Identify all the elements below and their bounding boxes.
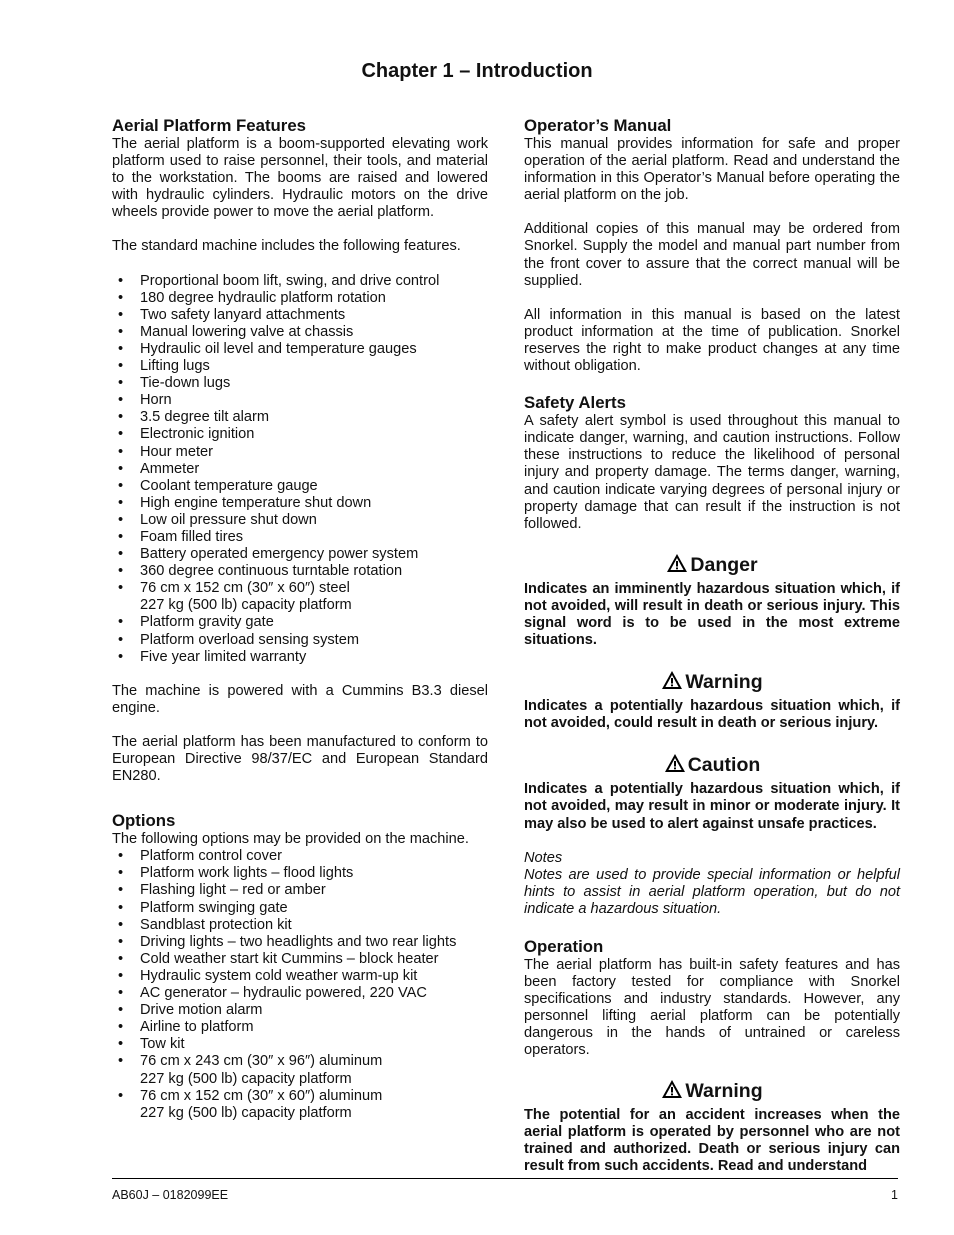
- manual-paragraph: All information in this manual is based on the latest product information at the time of publication. Snorkel reserves the right to make product changes at any time without obligation.: [524, 306, 900, 375]
- warning-triangle-icon: [661, 1079, 683, 1105]
- list-item: • Manual lowering valve at chassis: [112, 324, 488, 341]
- safety-paragraph: A safety alert symbol is used throughout this manual to indicate danger, warning, and caution instructions. Follow these instructions to reduce the likelihood of personal injury and property damage. The terms danger, warning, and caution indicate varying degrees of personal injury or property damage that can result if the instruction is not followed.: [524, 413, 900, 532]
- list-item: • Hour meter: [112, 444, 488, 461]
- features-standard: The standard machine includes the following features.: [112, 238, 461, 255]
- list-item: • Electronic ignition: [112, 426, 488, 443]
- list-item: • Sandblast protection kit: [112, 917, 488, 934]
- warning-triangle-icon: [664, 753, 686, 779]
- warning-heading: [524, 1079, 900, 1105]
- options-heading: Options: [112, 811, 176, 831]
- list-item: [112, 1053, 488, 1087]
- page-number: 1: [891, 1188, 898, 1202]
- list-item: • Tie-down lugs: [112, 375, 488, 392]
- options-intro: The following options may be provided on the machine.: [112, 831, 469, 848]
- features-list: [112, 273, 488, 666]
- list-item: [112, 580, 488, 614]
- list-item: • Tow kit: [112, 1036, 488, 1053]
- list-item: • Platform control cover: [112, 848, 488, 865]
- list-item: • Hydraulic system cold weather warm-up kit: [112, 968, 488, 985]
- warning-triangle-icon: [666, 553, 688, 579]
- list-item-line1: 76 cm x 152 cm (30″ x 60″) aluminum: [140, 1087, 383, 1104]
- list-item: • Lifting lugs: [112, 358, 488, 375]
- danger-text: Indicates an imminently hazardous situation which, if not avoided, will result in death or serious injury. This signal word is to be used in the most extreme situations.: [524, 580, 900, 649]
- list-item: • Foam filled tires: [112, 529, 488, 546]
- list-item: [112, 1088, 488, 1122]
- notes-label: Notes: [524, 849, 563, 866]
- features-conform: The aerial platform has been manufactured to conform to European Directive 98/37/EC and European Standard EN280.: [112, 733, 488, 785]
- list-item-line2: 227 kg (500 lb) capacity platform: [140, 597, 352, 614]
- warning-heading: [524, 670, 900, 696]
- caution-text: Indicates a potentially hazardous situation which, if not avoided, may result in minor or moderate injury. It may also be used to alert against unsafe practices.: [524, 781, 900, 832]
- list-item: • Proportional boom lift, swing, and drive control: [112, 273, 488, 290]
- chapter-title: Chapter 1 – Introduction: [361, 60, 593, 82]
- manual-heading: Operator’s Manual: [524, 116, 672, 135]
- list-item: • Platform work lights – flood lights: [112, 865, 488, 882]
- right-column: [524, 116, 900, 1175]
- list-item-line2: 227 kg (500 lb) capacity platform: [140, 1070, 352, 1087]
- list-item: • Platform overload sensing system: [112, 632, 488, 649]
- list-item: • Coolant temperature gauge: [112, 478, 488, 495]
- warning-text: Indicates a potentially hazardous situation which, if not avoided, could result in death or serious injury.: [524, 698, 900, 732]
- list-item: • Ammeter: [112, 461, 488, 478]
- danger-label: Danger: [690, 553, 758, 576]
- list-item: • Five year limited warranty: [112, 649, 488, 666]
- operation-heading: Operation: [524, 937, 604, 956]
- list-item: • 3.5 degree tilt alarm: [112, 409, 488, 426]
- list-item: • Airline to platform: [112, 1019, 488, 1036]
- features-heading: Aerial Platform Features: [112, 116, 306, 135]
- list-item: • Horn: [112, 392, 488, 409]
- list-item: • Battery operated emergency power system: [112, 546, 488, 563]
- danger-heading: [524, 553, 900, 579]
- safety-heading: Safety Alerts: [524, 393, 626, 413]
- list-item: • Flashing light – red or amber: [112, 882, 488, 899]
- manual-paragraph: This manual provides information for safe and proper operation of the aerial platform. Read and understand the information in this Operator’s Manual before operating the aerial platform on the job.: [524, 136, 900, 204]
- list-item: • Platform swinging gate: [112, 900, 488, 917]
- list-item: • Low oil pressure shut down: [112, 512, 488, 529]
- warning-triangle-icon: [661, 670, 683, 696]
- list-item: • Cold weather start kit Cummins – block heater: [112, 951, 488, 968]
- caution-label: Caution: [687, 754, 761, 777]
- notes-text: Notes are used to provide special information or helpful hints to assist in aerial platform operation, but do not indicate a hazardous situation.: [524, 866, 900, 917]
- list-item: • High engine temperature shut down: [112, 495, 488, 512]
- list-item-line1: 76 cm x 243 cm (30″ x 96″) aluminum: [140, 1053, 383, 1070]
- options-list: [112, 848, 488, 1122]
- list-item: • 360 degree continuous turntable rotation: [112, 563, 488, 580]
- list-item-line1: 76 cm x 152 cm (30″ x 60″) steel: [140, 580, 350, 597]
- operation-paragraph: The aerial platform has built-in safety features and has been factory tested for compliance with Snorkel specifications and industry standards. However, any personnel lifting aerial platform can be potentially dangerous in the hands of untrained or careless operators.: [524, 957, 900, 1059]
- list-item: • Drive motion alarm: [112, 1002, 488, 1019]
- list-item: • AC generator – hydraulic powered, 220 VAC: [112, 985, 488, 1002]
- features-intro: The aerial platform is a boom-supported elevating work platform used to raise personnel, their tools, and material to the workstation. The booms are raised and lowered with hydraulic cylinders. Hydraulic motors on the drive wheels provide power to move the aerial platform.: [112, 136, 488, 221]
- list-item-line2: 227 kg (500 lb) capacity platform: [140, 1104, 352, 1121]
- list-item: • Two safety lanyard attachments: [112, 307, 488, 324]
- footer-divider: [112, 1178, 898, 1179]
- list-item: • Driving lights – two headlights and two rear lights: [112, 934, 488, 951]
- warning-text: The potential for an accident increases when the aerial platform is operated by personnel who are not trained and authorized. Death or serious injury can result from such accidents. Read and understand: [524, 1106, 900, 1174]
- list-item: • Platform gravity gate: [112, 614, 488, 631]
- warning-label: Warning: [685, 671, 763, 694]
- list-item: • 180 degree hydraulic platform rotation: [112, 290, 488, 307]
- left-column: [112, 116, 488, 1122]
- manual-paragraph: Additional copies of this manual may be ordered from Snorkel. Supply the model and manual part number from the front cover to assure that the correct manual will be supplied.: [524, 221, 900, 289]
- warning-label: Warning: [685, 1079, 763, 1102]
- list-item: • Hydraulic oil level and temperature gauges: [112, 341, 488, 358]
- features-powered: The machine is powered with a Cummins B3.3 diesel engine.: [112, 682, 488, 716]
- footer-doc-id: AB60J – 0182099EE: [112, 1188, 229, 1202]
- caution-heading: [524, 753, 900, 779]
